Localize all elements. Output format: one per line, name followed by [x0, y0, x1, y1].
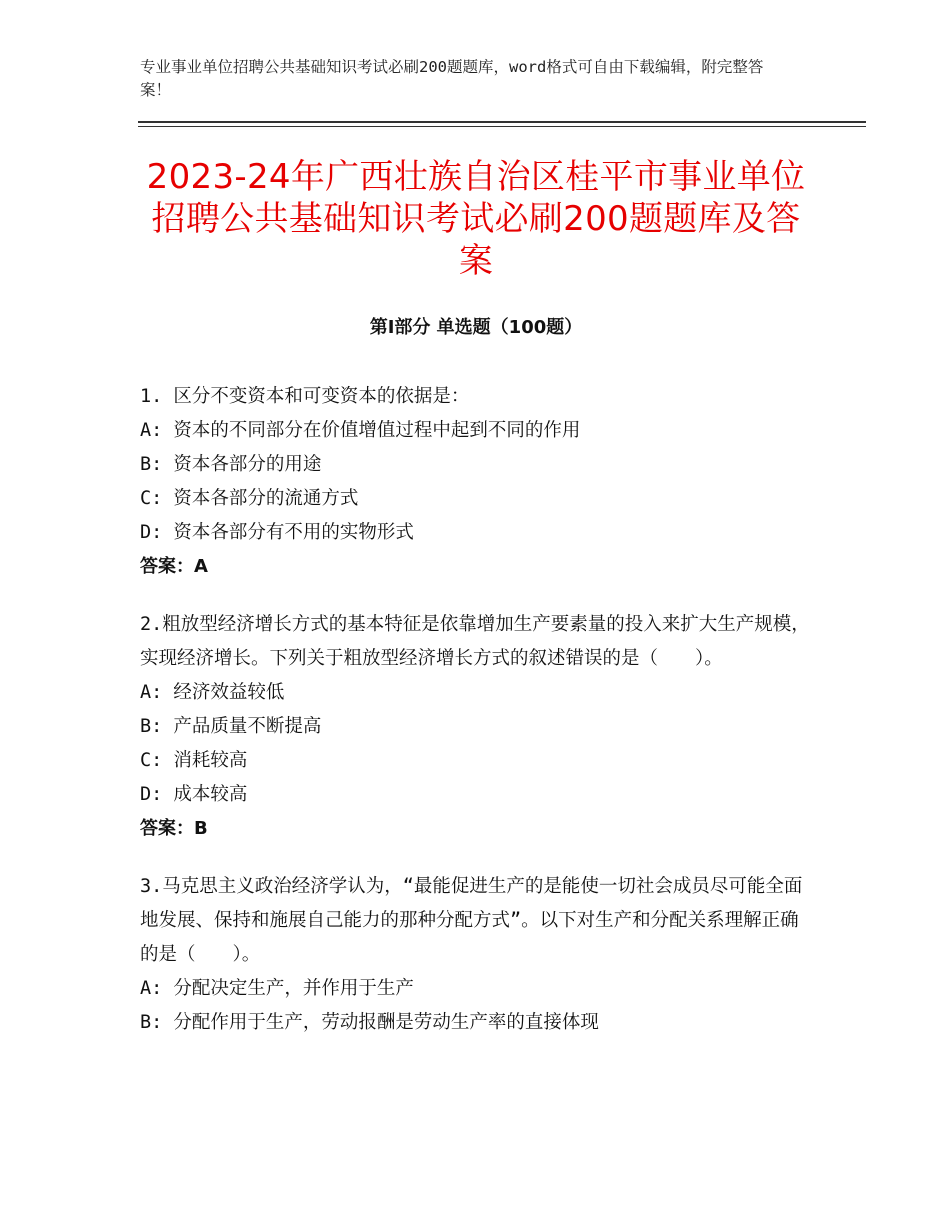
- section-title: 第Ⅰ部分 单选题（100题）: [369, 317, 583, 338]
- header-note: 专业事业单位招聘公共基础知识考试必刷200题题库，word格式可自由下载编辑，附完整答案！: [140, 58, 764, 99]
- option-c: C: 资本各部分的流通方式: [140, 488, 359, 509]
- option-c: C: 消耗较高: [140, 750, 248, 771]
- question-stem: 1. 区分不变资本和可变资本的依据是：: [140, 386, 470, 407]
- question-2: [140, 608, 812, 846]
- question-stem: 3.马克思主义政治经济学认为，“最能促进生产的是能使一切社会成员尽可能全面地发展、保持和施展自己能力的那种分配方式”。以下对生产和分配关系理解正确的是（ ）。: [140, 876, 803, 965]
- question-stem: 2.粗放型经济增长方式的基本特征是依靠增加生产要素量的投入来扩大生产规模，实现经济增长。下列关于粗放型经济增长方式的叙述错误的是（ ）。: [140, 614, 810, 669]
- document-title: 2023-24年广西壮族自治区桂平市事业单位招聘公共基础知识考试必刷200题题库及答案: [146, 157, 806, 281]
- header-rule-thin: [138, 126, 866, 127]
- answer-label: 答案：B: [140, 818, 208, 839]
- question-1: [140, 380, 812, 584]
- answer-label: 答案：A: [140, 556, 208, 577]
- question-list: [140, 380, 812, 1064]
- option-d: D: 成本较高: [140, 784, 248, 805]
- option-b: B: 资本各部分的用途: [140, 454, 322, 475]
- header-rule-thick: [138, 121, 866, 123]
- option-a: A: 分配决定生产，并作用于生产: [140, 978, 414, 999]
- option-a: A: 资本的不同部分在价值增值过程中起到不同的作用: [140, 420, 581, 441]
- option-a: A: 经济效益较低: [140, 682, 285, 703]
- option-d: D: 资本各部分有不用的实物形式: [140, 522, 414, 543]
- option-b: B: 分配作用于生产，劳动报酬是劳动生产率的直接体现: [140, 1012, 599, 1033]
- question-3: [140, 870, 812, 1040]
- option-b: B: 产品质量不断提高: [140, 716, 322, 737]
